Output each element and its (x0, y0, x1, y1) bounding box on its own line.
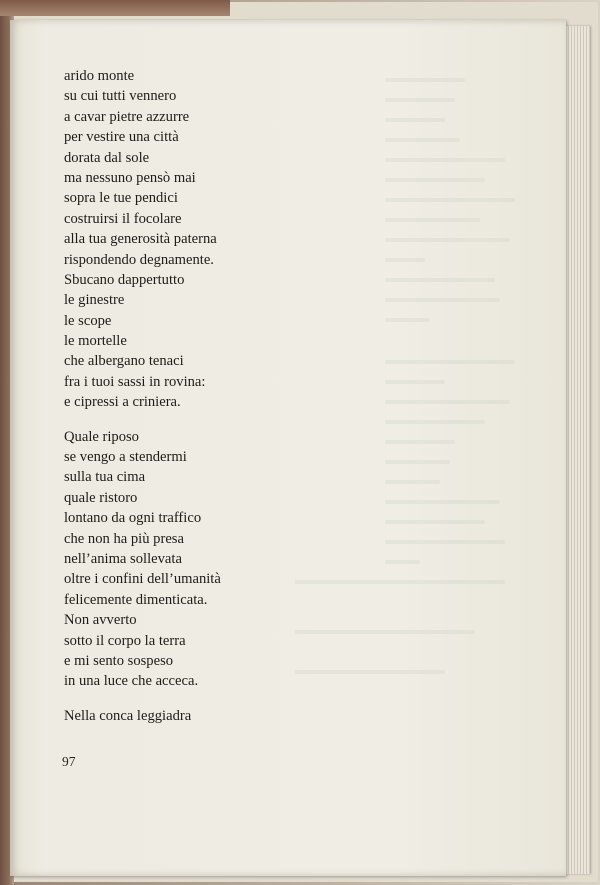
poem-line: e cipressi a criniera. (64, 394, 181, 411)
stanza-2 (64, 427, 221, 692)
poem-line: per vestire una città (64, 129, 179, 146)
poem-line: arido monte (64, 68, 135, 84)
poem-line: in una luce che acceca. (64, 673, 199, 690)
poem-line: se vengo a stendermi (64, 449, 187, 466)
poem-line: dorata dal sole (64, 149, 150, 166)
poem-line: nell’anima sollevata (64, 550, 182, 567)
poem-line: sulla tua cima (64, 469, 146, 486)
poem-line: Nella conca leggiadra (64, 707, 192, 724)
poem-line: ma nessuno pensò mai (64, 169, 196, 186)
cover-cloth-edge (0, 0, 230, 16)
poem-line: quale ristoro (64, 489, 138, 506)
poem-line: rispondendo degnamente. (64, 251, 214, 268)
page-number: 97 (62, 754, 76, 769)
poem-line: costruirsi il focolare (64, 210, 182, 227)
poem-line: alla tua generosità paterna (64, 231, 217, 248)
poem-line: e mi sento sospeso (64, 652, 174, 669)
stanza-3 (64, 706, 221, 726)
poem-line: su cui tutti vennero (64, 88, 177, 105)
poem-line: oltre i confini dell’umanità (64, 571, 221, 588)
poem-line: che albergano tenaci (64, 353, 184, 370)
poem-line: sopra le tue pendici (64, 190, 178, 207)
poem-line: le scope (64, 312, 112, 329)
stanza-break (64, 692, 221, 706)
poem-line: lontano da ogni traffico (64, 510, 202, 527)
show-through-text (295, 70, 515, 690)
poem-line: fra i tuoi sassi in rovina: (64, 373, 206, 390)
poem-line: le mortelle (64, 333, 127, 350)
book-page (10, 20, 566, 876)
poem-line: che non ha più presa (64, 530, 184, 547)
poem-line: Sbucano dappertutto (64, 271, 185, 288)
poem-line: Non avverto (64, 612, 137, 629)
poem-line: felicemente dimenticata. (64, 591, 208, 608)
poem-line: sotto il corpo la terra (64, 632, 186, 649)
stanza-break (64, 413, 221, 427)
stanza-1 (64, 66, 221, 413)
poem-line: le ginestre (64, 292, 125, 309)
poem-text (64, 66, 221, 726)
poem-line: Quale riposo (64, 428, 139, 445)
poem-line: a cavar pietre azzurre (64, 108, 190, 125)
